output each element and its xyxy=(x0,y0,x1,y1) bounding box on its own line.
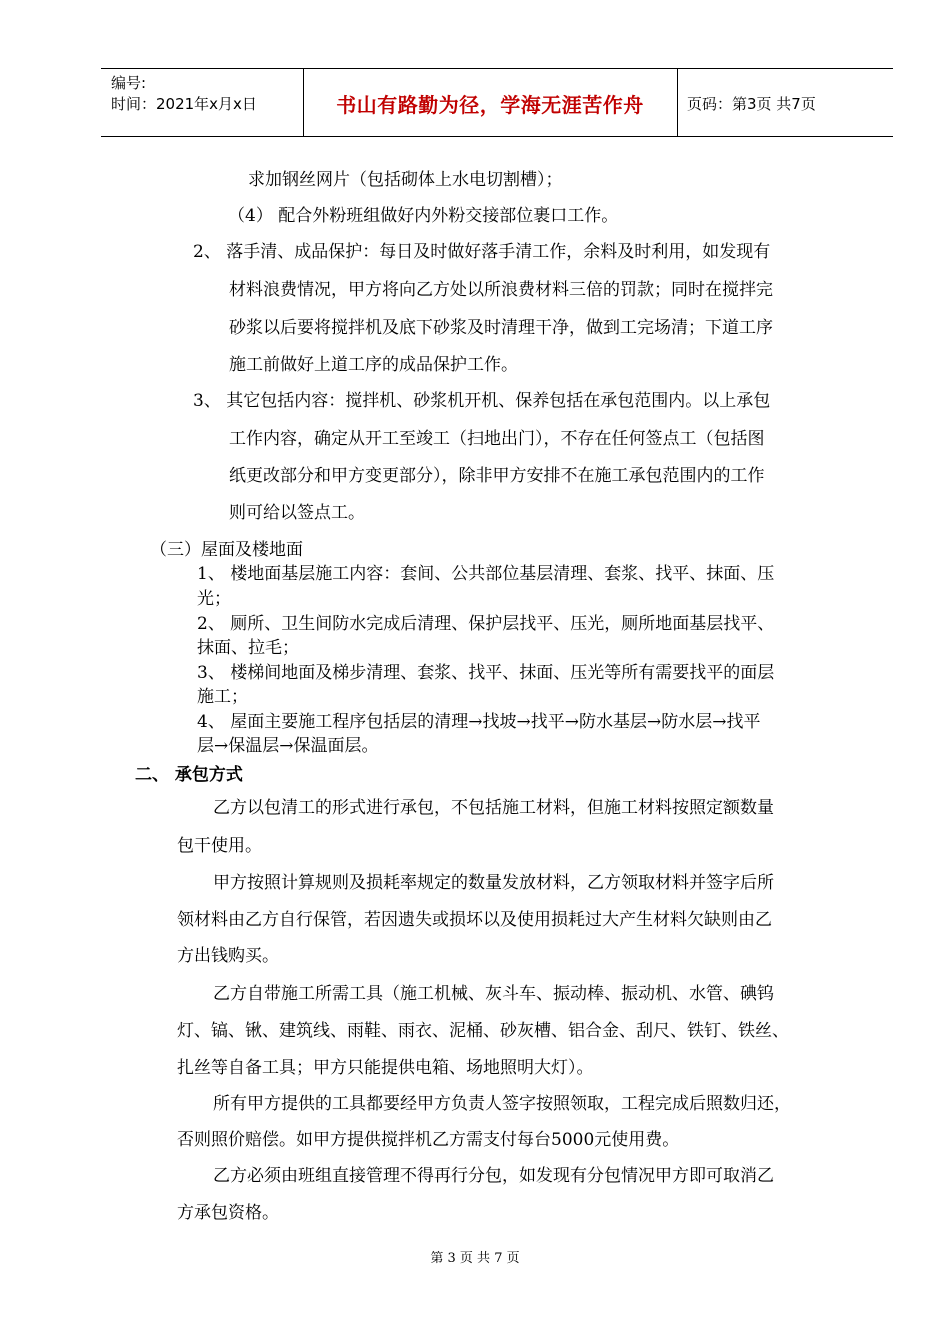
header-page-code: 页码：第3页 共7页 xyxy=(687,95,816,113)
body-line: 方出钱购买。 xyxy=(177,946,279,966)
body-line: 扎丝等自备工具；甲方只能提供电箱、场地照明大灯）。 xyxy=(177,1058,594,1078)
document-number-label: 编号: xyxy=(111,74,147,92)
page-footer: 第 3 页 共 7 页 xyxy=(430,1251,520,1266)
page-header xyxy=(101,68,893,137)
body-line: 抹面、拉毛； xyxy=(197,638,299,658)
body-line: 所有甲方提供的工具都要经甲方负责人签字按照领取，工程完成后照数归还， xyxy=(213,1094,791,1114)
body-line: 光； xyxy=(197,589,231,609)
body-line: （4） 配合外粉班组做好内外粉交接部位裹口工作。 xyxy=(228,206,619,226)
body-line: 乙方自带施工所需工具（施工机械、灰斗车、振动棒、振动机、水管、碘钨 xyxy=(213,984,774,1004)
body-line: 乙方必须由班组直接管理不得再行分包，如发现有分包情况甲方即可取消乙 xyxy=(213,1166,774,1186)
document-date-label: 时间：2021年x月x日 xyxy=(111,95,257,113)
body-line: 砂浆以后要将搅拌机及底下砂浆及时清理干净，做到工完场清；下道工序 xyxy=(229,318,773,338)
body-line: 包干使用。 xyxy=(177,836,262,856)
body-line: 施工； xyxy=(197,687,248,707)
header-page-cell xyxy=(677,69,893,136)
body-line: 材料浪费情况，甲方将向乙方处以所浪费材料三倍的罚款；同时在搅拌完 xyxy=(229,280,773,300)
section-heading-contract-method: 二、 承包方式 xyxy=(135,765,243,785)
section-heading-roof-floor: （三）屋面及楼地面 xyxy=(150,540,303,560)
header-motto-cell xyxy=(303,69,678,136)
list-item-3: 3、 楼梯间地面及梯步清理、套浆、找平、抹面、压光等所有需要找平的面层 xyxy=(197,663,775,683)
body-line: 求加钢丝网片（包括砌体上水电切割槽）； xyxy=(248,170,563,190)
body-line: 工作内容，确定从开工至竣工（扫地出门），不存在任何签点工（包括图 xyxy=(229,429,765,449)
body-line: 甲方按照计算规则及损耗率规定的数量发放材料，乙方领取材料并签字后所 xyxy=(213,873,774,893)
list-item-1: 1、 楼地面基层施工内容：套间、公共部位基层清理、套浆、找平、抹面、压 xyxy=(197,564,775,584)
list-item-3: 3、 其它包括内容：搅拌机、砂浆机开机、保养包括在承包范围内。以上承包 xyxy=(193,391,771,411)
list-item-2: 2、 厕所、卫生间防水完成后清理、保护层找平、压光，厕所地面基层找平、 xyxy=(197,614,775,634)
body-line: 领材料由乙方自行保管，若因遗失或损坏以及使用损耗过大产生材料欠缺则由乙 xyxy=(177,910,772,930)
body-line: 方承包资格。 xyxy=(177,1203,279,1223)
body-line: 施工前做好上道工序的成品保护工作。 xyxy=(229,355,518,375)
body-line: 纸更改部分和甲方变更部分），除非甲方安排不在施工承包范围内的工作 xyxy=(229,466,765,486)
body-line: 否则照价赔偿。如甲方提供搅拌机乙方需支付每台5000元使用费。 xyxy=(177,1130,680,1150)
header-info-cell xyxy=(101,69,304,136)
body-line: 则可给以签点工。 xyxy=(229,503,365,523)
body-line: 乙方以包清工的形式进行承包，不包括施工材料，但施工材料按照定额数量 xyxy=(213,798,774,818)
body-line: 层→保温层→保温面层。 xyxy=(197,736,379,756)
body-line: 灯、镐、锹、建筑线、雨鞋、雨衣、泥桶、砂灰槽、铝合金、刮尺、铁钉、铁丝、 xyxy=(177,1021,789,1041)
list-item-2: 2、 落手清、成品保护：每日及时做好落手清工作，余料及时利用，如发现有 xyxy=(193,242,771,262)
header-motto: 书山有路勤为径，学海无涯苦作舟 xyxy=(336,93,644,117)
list-item-4: 4、 屋面主要施工程序包括层的清理→找坡→找平→防水基层→防水层→找平 xyxy=(197,712,761,732)
